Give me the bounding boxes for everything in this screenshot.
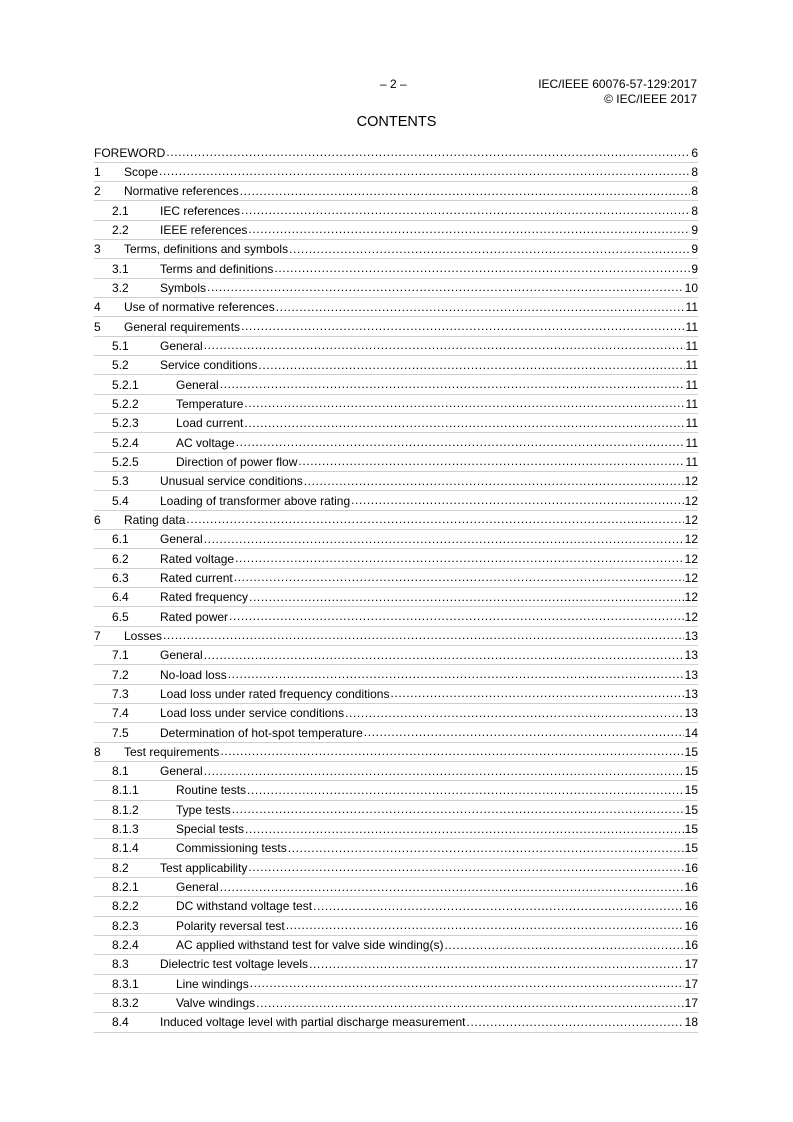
toc-entry[interactable]: [94, 781, 698, 800]
toc-entry-page: 11: [685, 454, 698, 469]
toc-entry-page: 12: [684, 474, 698, 489]
toc-entry-number: 6.2: [112, 551, 129, 566]
toc-dot-leader: [249, 588, 684, 607]
toc-entry[interactable]: [94, 607, 698, 626]
toc-dot-leader: [207, 278, 684, 297]
toc-entry-number: 2.1: [112, 203, 129, 218]
toc-entry-number: 8.2.3: [112, 918, 139, 933]
toc-entry-title: Rated voltage: [160, 551, 235, 566]
toc-dot-leader: [220, 878, 684, 897]
toc-entry-number: 8.3: [112, 957, 129, 972]
toc-entry-page: 16: [684, 899, 698, 914]
toc-entry-title: Induced voltage level with partial discharge measurement: [160, 1015, 466, 1030]
toc-entry[interactable]: [94, 510, 698, 529]
toc-entry-number: 8.2.1: [112, 880, 139, 895]
toc-entry-number: 7.5: [112, 725, 129, 740]
toc-entry-page: 16: [684, 918, 698, 933]
toc-entry[interactable]: [94, 762, 698, 781]
toc-entry[interactable]: [94, 993, 698, 1012]
toc-dot-leader: [159, 162, 690, 181]
toc-entry-number: 3.1: [112, 261, 129, 276]
toc-entry[interactable]: [94, 259, 698, 278]
toc-dot-leader: [220, 742, 683, 761]
standard-reference: [538, 77, 697, 107]
toc-entry-page: 13: [684, 706, 698, 721]
toc-entry-title: Load loss under service conditions: [160, 706, 345, 721]
toc-entry-title: General requirements: [124, 319, 241, 334]
toc-entry-page: 17: [684, 957, 698, 972]
toc-entry-page: 15: [684, 783, 698, 798]
toc-entry-page: 15: [684, 802, 698, 817]
toc-entry-page: 6: [691, 145, 698, 160]
toc-entry-number: 5.2.2: [112, 396, 139, 411]
toc-entry-number: 3.2: [112, 280, 129, 295]
toc-entry-number: 5.2.3: [112, 416, 139, 431]
toc-dot-leader: [228, 665, 684, 684]
toc-entry-title: DC withstand voltage test: [176, 899, 313, 914]
toc-entry-title: General: [160, 338, 203, 353]
toc-dot-leader: [288, 839, 684, 858]
toc-dot-leader: [289, 240, 690, 259]
toc-entry-title: Symbols: [160, 280, 207, 295]
copyright-notice: © IEC/IEEE 2017: [604, 92, 697, 106]
toc-dot-leader: [248, 220, 690, 239]
toc-entry-number: 7.1: [112, 648, 129, 663]
toc-entry-page: 16: [684, 880, 698, 895]
toc-entry[interactable]: [94, 742, 698, 761]
toc-dot-leader: [234, 568, 684, 587]
toc-entry-title: IEEE references: [160, 222, 248, 237]
toc-entry-number: 3: [94, 242, 101, 257]
toc-entry[interactable]: [94, 452, 698, 471]
toc-entry-title: FOREWORD: [94, 145, 166, 160]
toc-entry[interactable]: [94, 472, 698, 491]
toc-entry-number: 8.1.1: [112, 783, 139, 798]
toc-entry[interactable]: [94, 317, 698, 336]
page-title: CONTENTS: [356, 114, 437, 130]
toc-entry[interactable]: [94, 974, 698, 993]
toc-entry-number: 8.2.2: [112, 899, 139, 914]
toc-dot-leader: [276, 298, 685, 317]
toc-dot-leader: [232, 800, 684, 819]
toc-entry-number: 8.3.2: [112, 996, 139, 1011]
toc-entry[interactable]: [94, 182, 698, 201]
toc-entry-page: 13: [684, 686, 698, 701]
page-number: – 2 –: [380, 77, 407, 91]
toc-dot-leader: [390, 684, 683, 703]
toc-entry-title: General: [176, 377, 219, 392]
toc-entry-page: 8: [691, 203, 698, 218]
toc-entry-title: Losses: [124, 628, 163, 643]
toc-dot-leader: [163, 626, 684, 645]
toc-entry[interactable]: [94, 665, 698, 684]
toc-dot-leader: [204, 646, 684, 665]
toc-dot-leader: [204, 530, 684, 549]
toc-entry-number: 6.1: [112, 532, 129, 547]
toc-dot-leader: [258, 356, 684, 375]
toc-entry-page: 11: [685, 377, 698, 392]
toc-entry-page: 11: [685, 416, 698, 431]
toc-entry[interactable]: [94, 549, 698, 568]
toc-entry-title: Rated power: [160, 609, 229, 624]
toc-entry-number: 6: [94, 512, 101, 527]
toc-entry-page: 11: [685, 319, 698, 334]
toc-separator: [94, 1032, 698, 1033]
toc-entry-number: 5.2.1: [112, 377, 139, 392]
toc-entry-number: 8.2.4: [112, 938, 139, 953]
toc-entry-page: 16: [684, 860, 698, 875]
toc-entry-number: 5.2: [112, 358, 129, 373]
toc-entry[interactable]: [94, 704, 698, 723]
toc-dot-leader: [313, 897, 684, 916]
toc-entry-title: Valve windings: [176, 996, 256, 1011]
toc-entry[interactable]: [94, 336, 698, 355]
toc-entry[interactable]: [94, 897, 698, 916]
toc-entry-title: AC applied withstand test for valve side winding(s): [176, 938, 444, 953]
toc-entry-page: 12: [684, 493, 698, 508]
toc-entry-page: 12: [684, 532, 698, 547]
toc-entry-number: 2.2: [112, 222, 129, 237]
toc-entry-title: Terms, definitions and symbols: [124, 242, 289, 257]
toc-dot-leader: [204, 336, 685, 355]
toc-entry-number: 8: [94, 744, 101, 759]
toc-entry-title: Loading of transformer above rating: [160, 493, 351, 508]
toc-entry-title: Direction of power flow: [176, 454, 298, 469]
toc-entry[interactable]: [94, 626, 698, 645]
toc-dot-leader: [241, 201, 690, 220]
toc-entry[interactable]: [94, 530, 698, 549]
toc-entry-number: 8.1.4: [112, 841, 139, 856]
toc-entry[interactable]: [94, 723, 698, 742]
toc-dot-leader: [229, 607, 684, 626]
toc-dot-leader: [245, 820, 684, 839]
toc-entry[interactable]: [94, 491, 698, 510]
toc-dot-leader: [274, 259, 690, 278]
toc-dot-leader: [247, 781, 684, 800]
toc-entry-page: 12: [684, 551, 698, 566]
toc-entry-title: Load loss under rated frequency conditions: [160, 686, 390, 701]
toc-entry-number: 7.3: [112, 686, 129, 701]
toc-entry[interactable]: [94, 220, 698, 239]
toc-entry[interactable]: [94, 935, 698, 954]
toc-entry[interactable]: [94, 916, 698, 935]
toc-entry[interactable]: [94, 201, 698, 220]
toc-dot-leader: [248, 858, 683, 877]
toc-entry-number: 7.4: [112, 706, 129, 721]
toc-entry[interactable]: [94, 162, 698, 181]
toc-dot-leader: [444, 936, 683, 955]
toc-dot-leader: [244, 414, 684, 433]
toc-entry-number: 8.2: [112, 860, 129, 875]
toc-entry-title: Test requirements: [124, 744, 220, 759]
standard-id: IEC/IEEE 60076-57-129:2017: [538, 77, 697, 91]
toc-entry-title: Line windings: [176, 976, 249, 991]
toc-entry-number: 4: [94, 300, 101, 315]
toc-entry-page: 11: [685, 396, 698, 411]
toc-entry-title: Commissioning tests: [176, 841, 287, 856]
toc-entry[interactable]: [94, 240, 698, 259]
toc-dot-leader: [345, 704, 684, 723]
toc-entry-title: General: [160, 648, 203, 663]
toc-entry-title: Dielectric test voltage levels: [160, 957, 309, 972]
toc-entry-number: 8.3.1: [112, 976, 139, 991]
toc-entry-page: 16: [684, 938, 698, 953]
toc-entry-number: 5.2.5: [112, 454, 139, 469]
toc-entry-number: 8.1: [112, 764, 129, 779]
toc-entry-number: 5.4: [112, 493, 129, 508]
toc-entry[interactable]: [94, 955, 698, 974]
toc-entry-number: 8.1.3: [112, 822, 139, 837]
toc-entry-title: Routine tests: [176, 783, 247, 798]
toc-dot-leader: [256, 994, 683, 1013]
toc-dot-leader: [204, 762, 684, 781]
toc-entry-title: Temperature: [176, 396, 244, 411]
toc-dot-leader: [244, 394, 684, 413]
toc-entry-number: 5.2.4: [112, 435, 139, 450]
toc-entry-title: Test applicability: [160, 860, 248, 875]
toc-entry[interactable]: [94, 375, 698, 394]
toc-entry-title: Rated current: [160, 570, 233, 585]
toc-entry-title: Load current: [176, 416, 244, 431]
toc-entry-title: Scope: [124, 164, 159, 179]
toc-entry-page: 12: [684, 570, 698, 585]
toc-entry-title: General: [160, 532, 203, 547]
toc-dot-leader: [298, 452, 684, 471]
toc-dot-leader: [364, 723, 684, 742]
toc-entry[interactable]: [94, 394, 698, 413]
toc-dot-leader: [220, 375, 685, 394]
toc-entry[interactable]: [94, 433, 698, 452]
toc-entry-number: 6.4: [112, 590, 129, 605]
toc-entry[interactable]: [94, 800, 698, 819]
toc-entry[interactable]: [94, 298, 698, 317]
toc-entry-title: AC voltage: [176, 435, 235, 450]
toc-entry[interactable]: [94, 858, 698, 877]
toc-dot-leader: [309, 955, 684, 974]
toc-entry[interactable]: [94, 819, 698, 838]
toc-entry-title: General: [160, 764, 203, 779]
toc-entry-number: 5.1: [112, 338, 129, 353]
toc-entry-title: Rating data: [124, 512, 186, 527]
toc-entry-page: 12: [684, 512, 698, 527]
toc-entry[interactable]: [94, 414, 698, 433]
toc-entry-page: 11: [685, 358, 698, 373]
toc-entry-page: 9: [691, 242, 698, 257]
toc-dot-leader: [304, 472, 684, 491]
toc-entry-page: 10: [684, 280, 698, 295]
toc-entry-number: 1: [94, 164, 101, 179]
toc-dot-leader: [351, 491, 684, 510]
toc-entry-title: Rated frequency: [160, 590, 249, 605]
toc-entry-title: Special tests: [176, 822, 245, 837]
toc-entry-title: General: [176, 880, 219, 895]
toc-entry-number: 6.3: [112, 570, 129, 585]
toc-entry-title: Type tests: [176, 802, 231, 817]
toc-entry-page: 8: [691, 184, 698, 199]
toc-entry-page: 8: [691, 164, 698, 179]
toc-entry-number: 7.2: [112, 667, 129, 682]
toc-entry[interactable]: [94, 356, 698, 375]
toc-entry[interactable]: [94, 877, 698, 896]
toc-entry[interactable]: [94, 143, 698, 162]
toc-dot-leader: [241, 317, 684, 336]
toc-entry-title: Terms and definitions: [160, 261, 274, 276]
toc-entry[interactable]: [94, 278, 698, 297]
toc-entry-title: Use of normative references: [124, 300, 275, 315]
toc-entry-number: 5: [94, 319, 101, 334]
toc-entry-title: Service conditions: [160, 358, 258, 373]
toc-entry-page: 17: [684, 976, 698, 991]
toc-dot-leader: [235, 549, 684, 568]
toc-entry-page: 13: [684, 667, 698, 682]
toc-dot-leader: [286, 916, 684, 935]
toc-entry-page: 18: [684, 1015, 698, 1030]
toc-entry-page: 15: [684, 744, 698, 759]
toc-entry-title: IEC references: [160, 203, 241, 218]
toc-entry-title: Polarity reversal test: [176, 918, 285, 933]
toc-dot-leader: [250, 974, 684, 993]
toc-entry-page: 14: [684, 725, 698, 740]
toc-entry-page: 12: [684, 609, 698, 624]
toc-entry[interactable]: [94, 839, 698, 858]
toc-entry[interactable]: [94, 1013, 698, 1032]
toc-entry-page: 15: [684, 764, 698, 779]
toc-entry-page: 13: [684, 648, 698, 663]
toc-entry-page: 15: [684, 841, 698, 856]
toc-entry-page: 11: [685, 338, 698, 353]
toc-entry[interactable]: [94, 588, 698, 607]
toc-entry-title: Normative references: [124, 184, 239, 199]
toc-entry-title: Determination of hot-spot temperature: [160, 725, 363, 740]
toc-entry-title: No-load loss: [160, 667, 227, 682]
toc-entry-page: 15: [684, 822, 698, 837]
toc-entry-page: 9: [691, 261, 698, 276]
toc-entry-page: 12: [684, 590, 698, 605]
toc-entry[interactable]: [94, 684, 698, 703]
toc-entry-number: 8.4: [112, 1015, 129, 1030]
toc-dot-leader: [240, 182, 691, 201]
toc-entry-page: 17: [684, 996, 698, 1011]
toc-dot-leader: [236, 433, 685, 452]
toc-entry-page: 11: [685, 300, 698, 315]
toc-entry[interactable]: [94, 568, 698, 587]
toc-dot-leader: [186, 510, 683, 529]
toc-dot-leader: [467, 1013, 684, 1032]
toc-entry-page: 13: [684, 628, 698, 643]
toc-entry-number: 7: [94, 628, 101, 643]
table-of-contents: [94, 143, 698, 1032]
toc-entry-page: 11: [685, 435, 698, 450]
toc-dot-leader: [166, 143, 690, 162]
toc-entry-number: 2: [94, 184, 101, 199]
toc-entry-number: 6.5: [112, 609, 129, 624]
toc-entry-number: 5.3: [112, 474, 129, 489]
toc-entry-title: Unusual service conditions: [160, 474, 303, 489]
toc-entry-number: 8.1.2: [112, 802, 139, 817]
toc-entry[interactable]: [94, 646, 698, 665]
toc-entry-page: 9: [691, 222, 698, 237]
